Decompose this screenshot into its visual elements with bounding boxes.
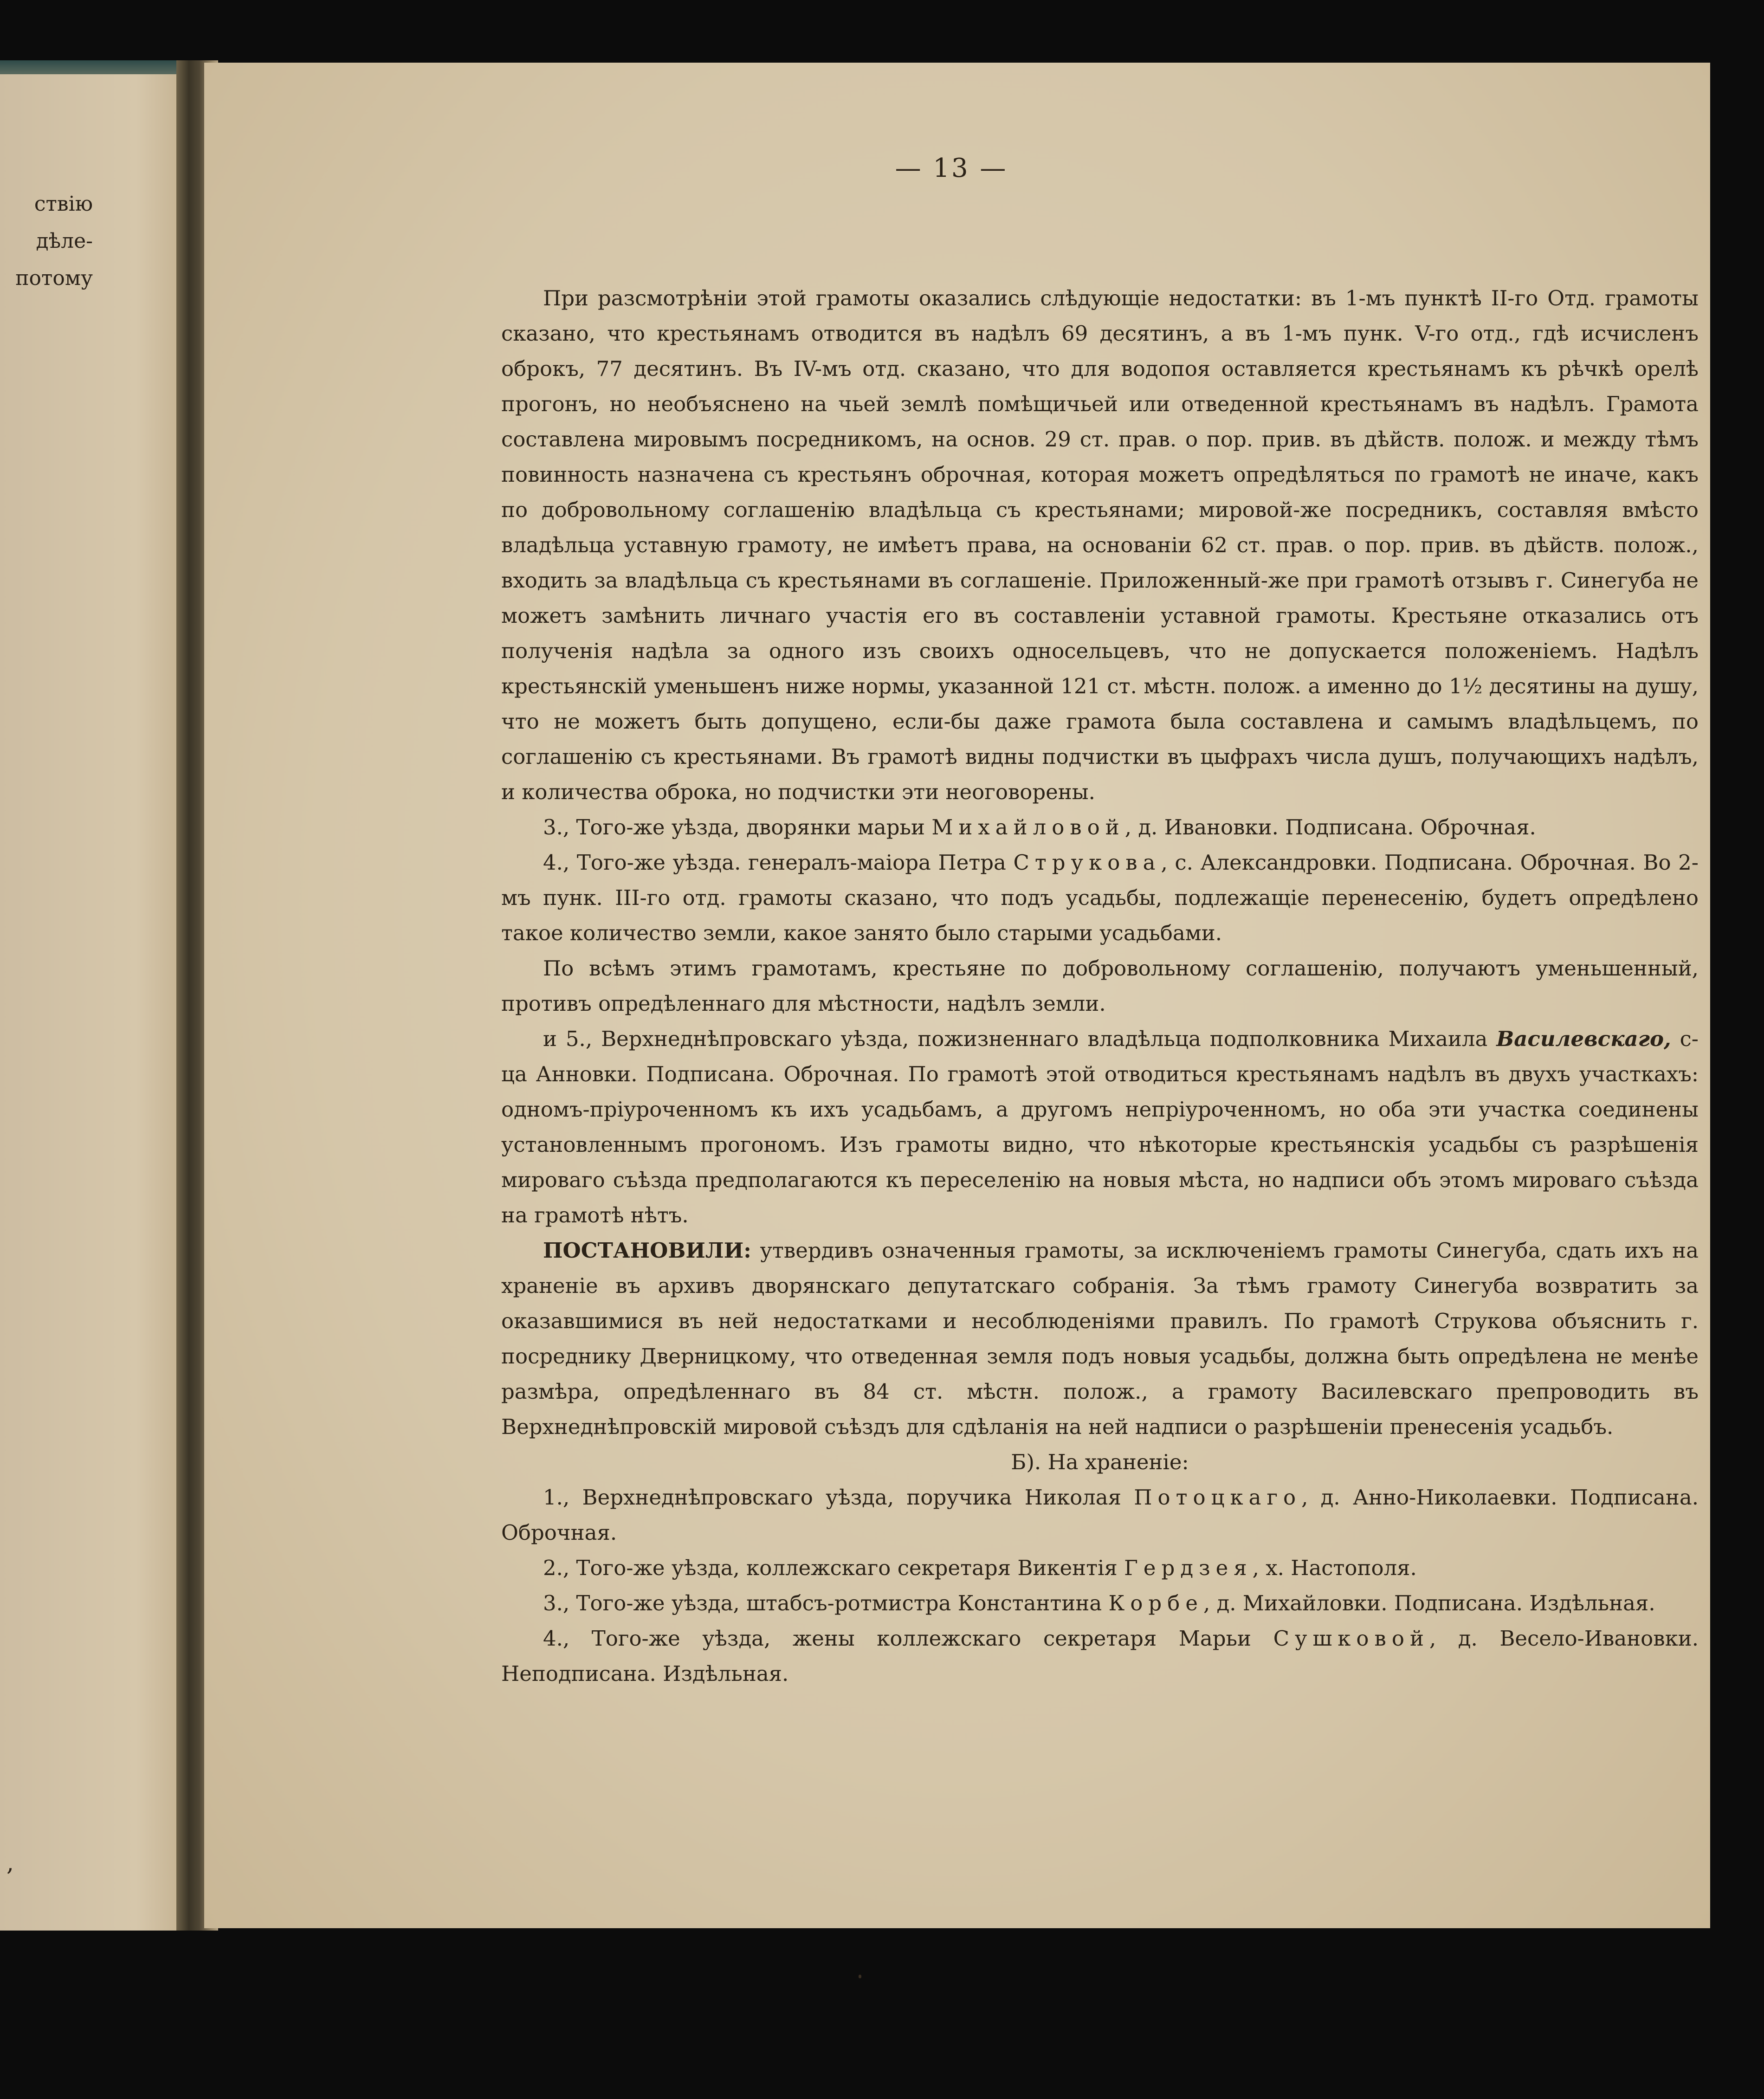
section-heading-b: Б). На храненіе: bbox=[1011, 1450, 1189, 1474]
paragraph-item-4 bbox=[501, 845, 1699, 951]
text-run: 2., Того-же уѣзда, коллежскаго секретаря Викентія bbox=[543, 1556, 1124, 1580]
text-run: , х. Настополя. bbox=[1252, 1556, 1417, 1580]
resolution-heading: ПОСТАНОВИЛИ: bbox=[543, 1238, 751, 1263]
paragraph-summary: По всѣмъ этимъ грамотамъ, крестьяне по добровольному соглашенію, получаютъ уменьшенный, противъ опредѣленнаго для мѣстности, надѣлъ земли. bbox=[501, 956, 1699, 1016]
person-name: Корбе bbox=[1108, 1591, 1203, 1615]
text-run: с-ца Анновки. Подписана. Оброчная. По грамотѣ этой отводиться крестьянамъ надѣлъ въ двухъ участкахъ: одномъ-пріуроченномъ къ ихъ усадьбамъ, а другомъ непріуроченномъ, но оба эти участка соединены установленнымъ прогономъ. Изъ грамоты видно, что нѣкоторые крестьянскія усадьбы съ разрѣшенія мироваго съѣзда предполагаются къ переселенію на новыя мѣста, но надписи объ этомъ мироваго съѣзда на грамотѣ нѣтъ. bbox=[501, 1027, 1699, 1227]
person-name: Потоцкаго bbox=[1134, 1485, 1302, 1510]
text-run: 3., Того-же уѣзда, дворянки марьи bbox=[543, 815, 932, 840]
person-name: Михайловой bbox=[931, 815, 1125, 840]
paragraph-resolution bbox=[501, 1233, 1699, 1445]
text-run: утвердивъ означенныя грамоты, за исключеніемъ грамоты Синегуба, сдать ихъ на храненіе въ архивъ дворянскаго депутатскаго собранія. За тѣмъ грамоту Синегуба возвратить за оказавшимися въ ней недостатками и несоблюденіями правилъ. По грамотѣ Струкова объяснить г. посреднику Дверницкому, что отведенная земля подъ новыя усадьбы, должна быть опредѣлена не менѣе размѣра, опредѣленнаго въ 84 ст. мѣстн. полож., а грамоту Василевскаго препроводить въ Верхнеднѣпровскій мировой съѣздъ для сдѣланія на ней надписи о разрѣшеніи пренесенія усадьбъ. bbox=[501, 1238, 1699, 1439]
previous-page-line: дѣле- bbox=[36, 229, 93, 253]
storage-item-3 bbox=[501, 1586, 1699, 1621]
previous-page-text bbox=[0, 186, 93, 297]
text-run: 1., Верхнеднѣпровскаго уѣзда, поручика Николая bbox=[543, 1485, 1134, 1510]
person-name: Сушковой bbox=[1273, 1626, 1429, 1651]
ink-speck bbox=[859, 1975, 861, 1978]
person-name: Василевскаго, bbox=[1496, 1027, 1671, 1051]
text-run: 3., Того-же уѣзда, штабсъ-ротмистра Константина bbox=[543, 1591, 1109, 1615]
text-run: , д. Ивановки. Подписана. Оброчная. bbox=[1124, 815, 1536, 840]
paragraph-item-5 bbox=[501, 1021, 1699, 1233]
cover-edge bbox=[0, 60, 195, 74]
text-run: 4., Того-же уѣзда. генералъ-маіора Петра bbox=[543, 850, 1014, 875]
person-name: Гердзея bbox=[1124, 1556, 1253, 1580]
text-run: , д. Анно-Николаевки. Подписана. Оброчная. bbox=[501, 1485, 1699, 1545]
previous-page-fragment bbox=[0, 60, 195, 1931]
storage-item-4 bbox=[501, 1621, 1699, 1692]
page-body bbox=[501, 281, 1699, 1692]
storage-item-1 bbox=[501, 1480, 1699, 1550]
text-run: и 5., Верхнеднѣпровскаго уѣзда, пожизненнаго владѣльца подполковника Михаила bbox=[543, 1027, 1497, 1051]
previous-page-line: ствію bbox=[34, 192, 93, 216]
page-number: — 13 — bbox=[895, 153, 1008, 183]
text-run: , д. Весело-Ивановки. Неподписана. Издѣльная. bbox=[501, 1626, 1699, 1686]
storage-item-2 bbox=[501, 1550, 1699, 1586]
person-name: Струкова bbox=[1013, 850, 1161, 875]
previous-page-line: потому bbox=[15, 266, 93, 290]
text-run: 4., Того-же уѣзда, жены коллежскаго секретаря Марьи bbox=[543, 1626, 1273, 1651]
text-run: , с. Александровки. Подписана. Оброчная. Во 2-мъ пунк. III-го отд. грамоты сказано, что подъ усадьбы, подлежащіе перенесенію, будетъ опредѣлено такое количество земли, какое занято было старыми усадьбами. bbox=[501, 850, 1699, 945]
text-run: , д. Михайловки. Подписана. Издѣльная. bbox=[1203, 1591, 1655, 1615]
paragraph-defects: При разсмотрѣніи этой грамоты оказались слѣдующіе недостатки: въ 1-мъ пунктѣ II-го Отд. грамоты сказано, что крестьянамъ отводится въ надѣлъ 69 десятинъ, а въ 1-мъ пунк. V-го отд., гдѣ исчисленъ оброкъ, 77 десятинъ. Въ IV-мъ отд. сказано, что для водопоя оставляется крестьянамъ къ рѣчкѣ орелѣ прогонъ, но необъяснено на чьей землѣ помѣщичьей или отведенной крестьянамъ въ надѣлъ. Грамота составлена мировымъ посредникомъ, на основ. 29 ст. прав. о пор. прив. въ дѣйств. полож. и между тѣмъ повинность назначена съ крестьянъ оброчная, которая можетъ опредѣляться по грамотѣ не иначе, какъ по добровольному соглашенію владѣльца съ крестьянами; мировой-же посредникъ, составляя вмѣсто владѣльца уставную грамоту, не имѣетъ права, на основаніи 62 ст. прав. о пор. прив. въ дѣйств. полож., входить за владѣльца съ крестьянами въ соглашеніе. Приложенный-же при грамотѣ отзывъ г. Синегуба не можетъ замѣнить личнаго участія его въ составленіи уставной грамоты. Крестьяне отказались отъ полученія надѣла за одного изъ своихъ односельцевъ, что не допускается положеніемъ. Надѣлъ крестьянскій уменьшенъ ниже нормы, указанной 121 ст. мѣстн. полож. а именно до 1½ десятины на душу, что не можетъ быть допущено, если-бы даже грамота была составлена и самымъ владѣльцемъ, по соглашенію съ крестьянами. Въ грамотѣ видны подчистки въ цыфрахъ числа душъ, получающихъ надѣлъ, и количества оброка, но подчистки эти неоговорены. bbox=[501, 286, 1699, 804]
previous-page-comma: , bbox=[6, 1849, 14, 1876]
document-page bbox=[204, 63, 1710, 1928]
paragraph-item-3 bbox=[501, 810, 1699, 845]
